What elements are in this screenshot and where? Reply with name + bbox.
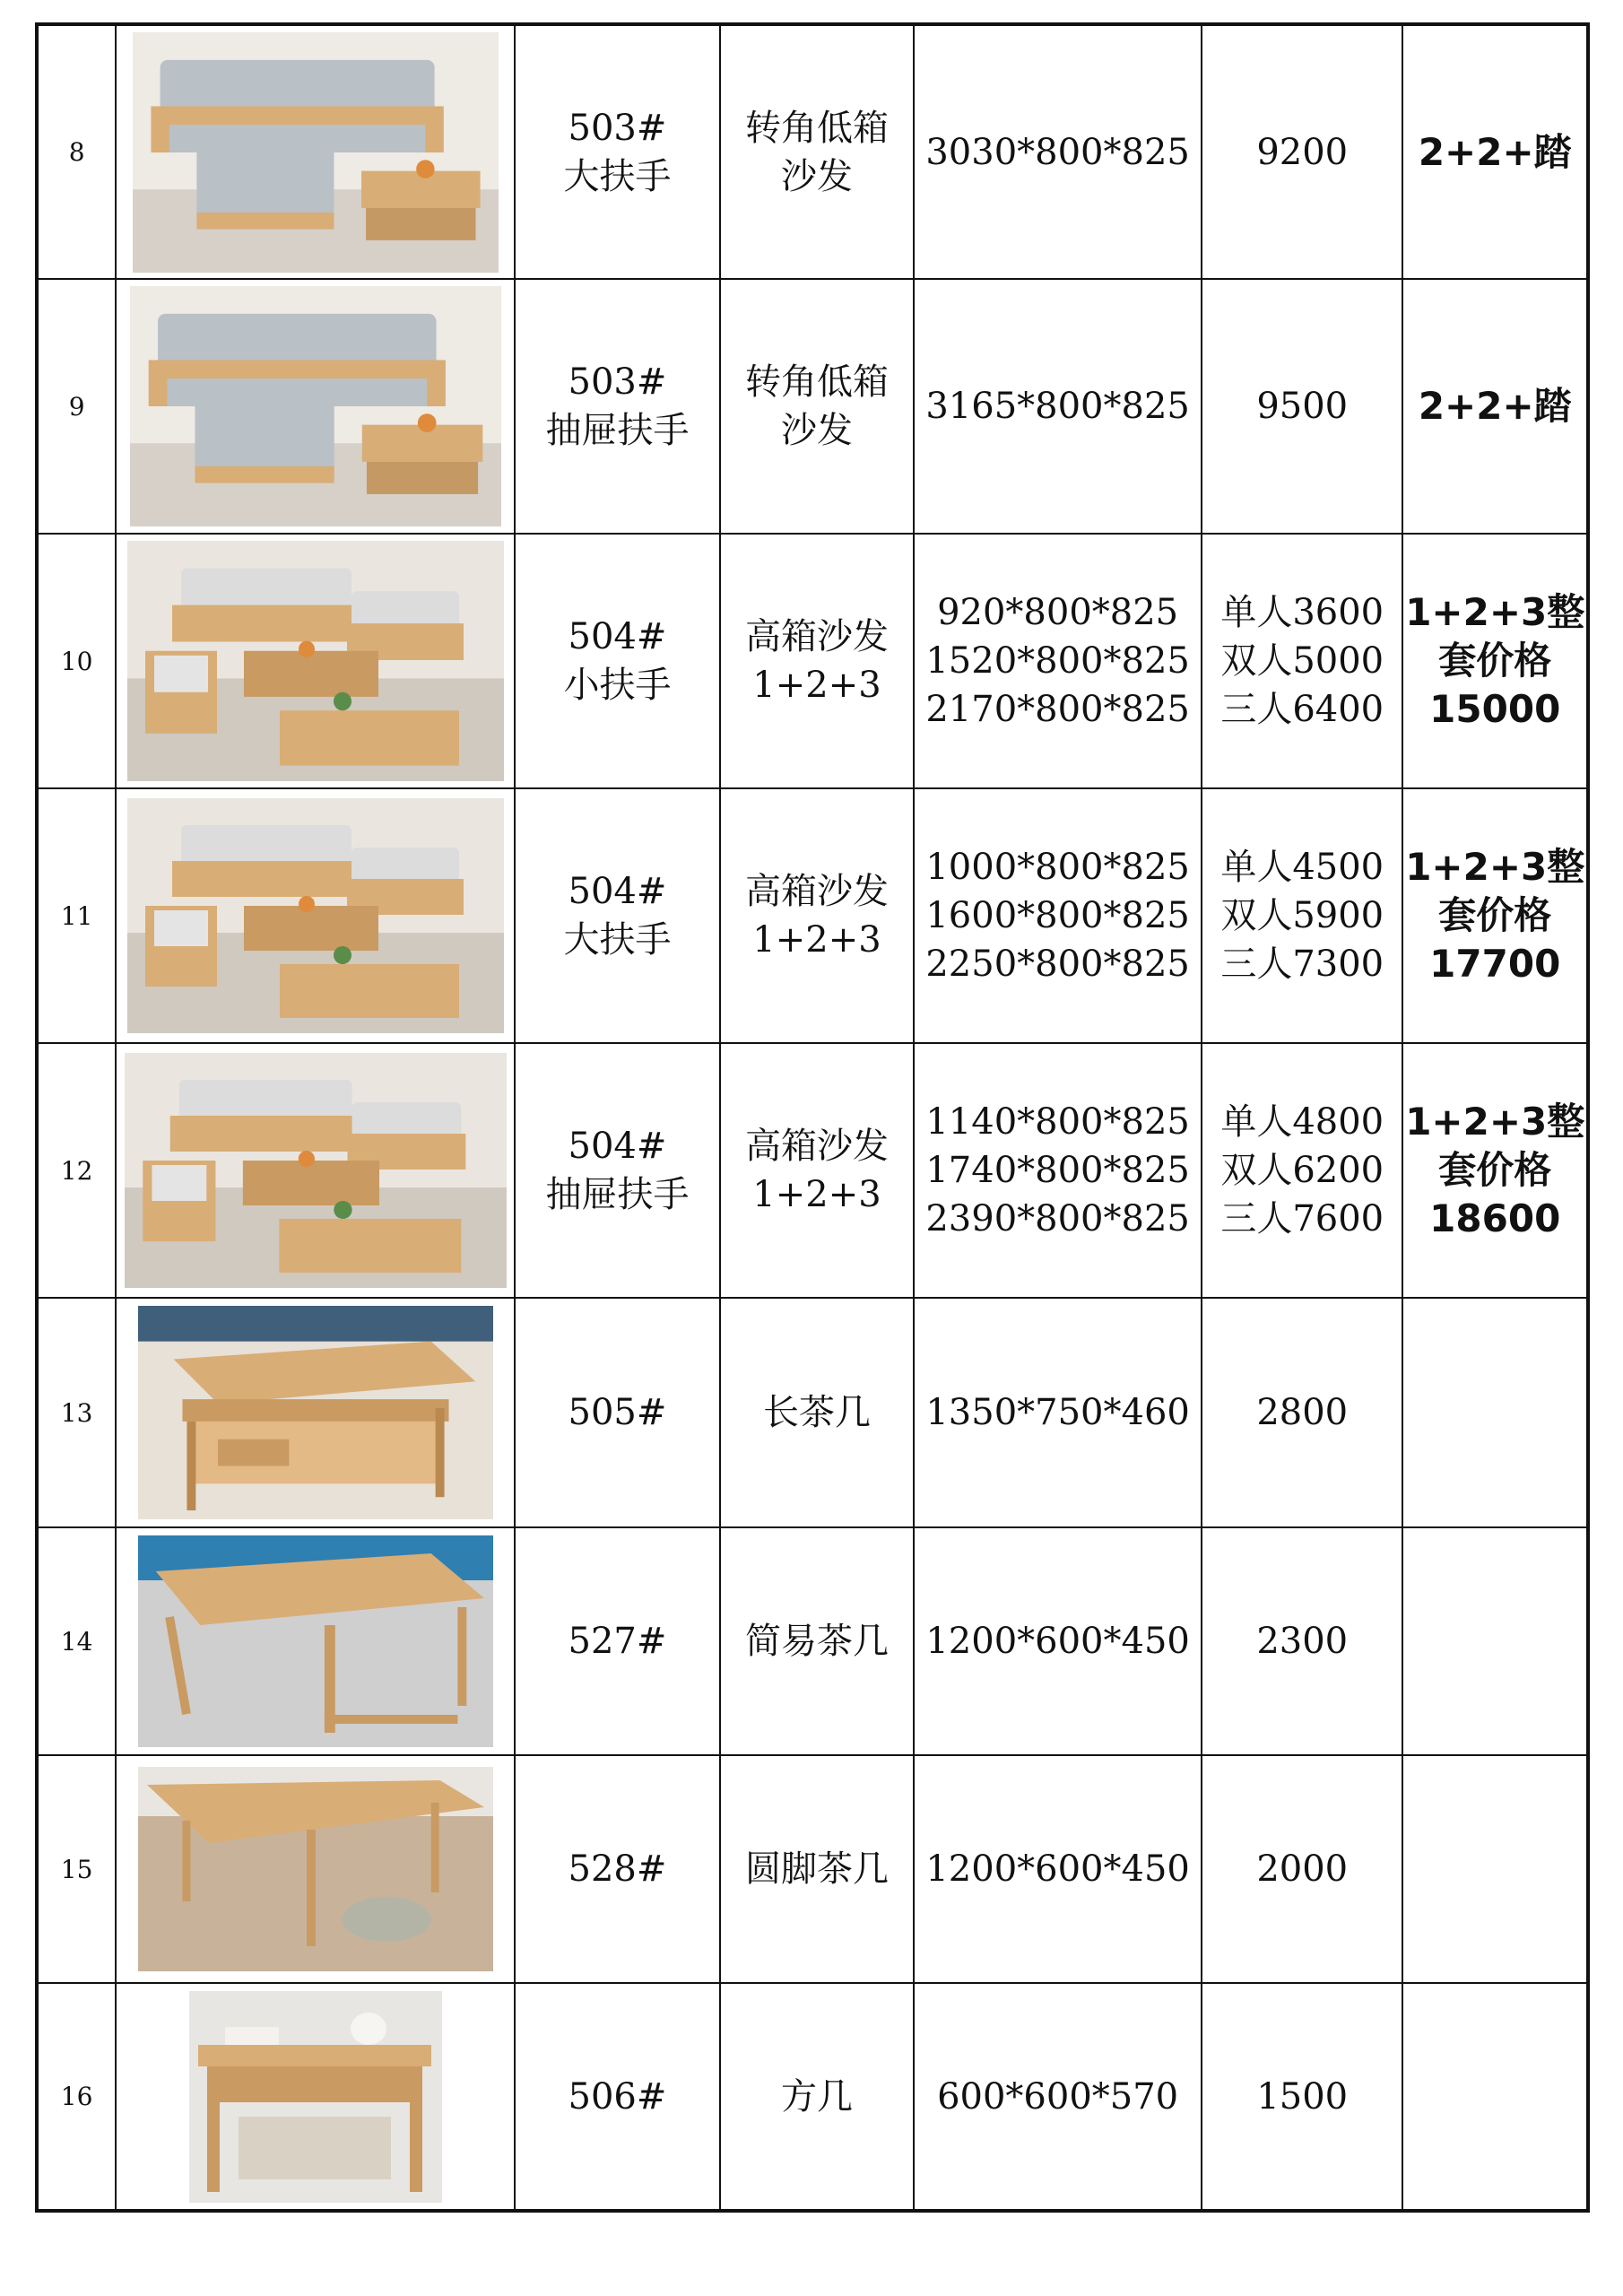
- price-cell: [1202, 1755, 1403, 1983]
- table-row: [37, 1983, 1588, 2211]
- price-text: 2000: [1256, 1848, 1349, 1890]
- coffee-table-round-leg-photo: [138, 1767, 493, 1971]
- remark-text: 18600: [1429, 1196, 1561, 1240]
- remark-text: 15000: [1429, 687, 1561, 731]
- table-row: [37, 1043, 1588, 1298]
- product-image-cell: [116, 1527, 515, 1755]
- size-text: 2250*800*825: [925, 944, 1190, 985]
- model-cell: [515, 279, 720, 534]
- price-text: 双人5000: [1220, 640, 1384, 682]
- row-number: 11: [37, 788, 116, 1043]
- price-cell: [1202, 1983, 1403, 2211]
- product-name-cell: [720, 788, 915, 1043]
- remark-cell: [1402, 24, 1588, 279]
- coffee-table-drawer-photo: [138, 1306, 493, 1519]
- row-number: 15: [37, 1755, 116, 1983]
- size-text: 1600*800*825: [925, 895, 1190, 936]
- product-name-cell: [720, 534, 915, 788]
- product-image-cell: [116, 1755, 515, 1983]
- row-number: 13: [37, 1298, 116, 1527]
- product-name-text: 圆脚茶几: [744, 1848, 889, 1890]
- table-row: [37, 1755, 1588, 1983]
- product-name-text: 方几: [780, 2075, 853, 2118]
- model-text: 小扶手: [563, 665, 672, 706]
- model-cell: [515, 1983, 720, 2211]
- model-cell: [515, 534, 720, 788]
- product-image-cell: [116, 788, 515, 1043]
- model-text: 528#: [568, 1848, 667, 1890]
- size-cell: [914, 1043, 1202, 1298]
- product-name-cell: [720, 1527, 915, 1755]
- price-text: 单人3600: [1220, 592, 1384, 633]
- product-image-cell: [116, 1298, 515, 1527]
- product-image-cell: [116, 534, 515, 788]
- row-number: 14: [37, 1527, 116, 1755]
- product-name-text: 转角低箱: [744, 107, 889, 149]
- table-row: [37, 279, 1588, 534]
- model-text: 505#: [568, 1392, 667, 1433]
- product-image-cell: [116, 24, 515, 279]
- price-cell: [1202, 534, 1403, 788]
- model-text: 大扶手: [563, 919, 672, 961]
- model-cell: [515, 1298, 720, 1527]
- product-name-text: 高箱沙发: [744, 616, 889, 657]
- price-text: 三人7600: [1220, 1198, 1384, 1239]
- model-cell: [515, 788, 720, 1043]
- price-text: 9200: [1256, 131, 1349, 173]
- size-cell: [914, 534, 1202, 788]
- price-text: 1500: [1256, 2075, 1349, 2118]
- remark-cell: [1402, 279, 1588, 534]
- size-cell: [914, 279, 1202, 534]
- model-cell: [515, 1043, 720, 1298]
- model-text: 抽屉扶手: [545, 410, 690, 451]
- size-text: 1200*600*450: [925, 1848, 1190, 1890]
- price-text: 9500: [1256, 386, 1349, 427]
- table-row: [37, 24, 1588, 279]
- price-text: 双人6200: [1220, 1150, 1384, 1191]
- product-name-text: 1+2+3: [752, 919, 881, 961]
- model-text: 504#: [568, 871, 667, 912]
- size-cell: [914, 1527, 1202, 1755]
- price-text: 单人4800: [1220, 1101, 1384, 1143]
- size-text: 600*600*570: [937, 2075, 1179, 2118]
- table-row: [37, 1527, 1588, 1755]
- remark-text: 套价格: [1438, 639, 1552, 683]
- remark-cell: [1402, 534, 1588, 788]
- price-text: 单人4500: [1220, 847, 1384, 888]
- remark-text: 套价格: [1438, 1148, 1552, 1192]
- model-text: 506#: [568, 2075, 667, 2118]
- row-number: 8: [37, 24, 116, 279]
- model-text: 504#: [568, 1126, 667, 1167]
- product-name-text: 转角低箱: [744, 361, 889, 403]
- price-cell: [1202, 24, 1403, 279]
- size-text: 3030*800*825: [925, 131, 1190, 173]
- product-image-cell: [116, 1043, 515, 1298]
- product-name-text: 1+2+3: [752, 1174, 881, 1215]
- product-name-cell: [720, 1755, 915, 1983]
- model-cell: [515, 24, 720, 279]
- product-name-text: 长茶几: [762, 1392, 871, 1433]
- remark-cell: [1402, 1983, 1588, 2211]
- size-text: 1520*800*825: [925, 640, 1190, 682]
- sofa-set-photo: [127, 798, 504, 1033]
- remark-cell: [1402, 1043, 1588, 1298]
- sofa-set-photo: [125, 1053, 507, 1288]
- size-cell: [914, 1983, 1202, 2211]
- price-cell: [1202, 1527, 1403, 1755]
- size-text: 3165*800*825: [925, 386, 1190, 427]
- remark-text: 17700: [1429, 942, 1561, 986]
- product-name-cell: [720, 1043, 915, 1298]
- remark-cell: [1402, 1527, 1588, 1755]
- size-text: 2390*800*825: [925, 1198, 1190, 1239]
- product-name-text: 沙发: [780, 410, 853, 451]
- remark-text: 2+2+踏: [1418, 129, 1572, 174]
- product-name-text: 高箱沙发: [744, 871, 889, 912]
- price-table: [35, 22, 1590, 2213]
- model-text: 527#: [568, 1621, 667, 1662]
- size-text: 1200*600*450: [925, 1621, 1190, 1662]
- size-text: 1000*800*825: [925, 847, 1190, 888]
- price-text: 双人5900: [1220, 895, 1384, 936]
- model-text: 504#: [568, 616, 667, 657]
- table-row: [37, 534, 1588, 788]
- size-cell: [914, 1755, 1202, 1983]
- row-number: 12: [37, 1043, 116, 1298]
- table-row: [37, 1298, 1588, 1527]
- model-text: 503#: [568, 361, 667, 403]
- size-text: 2170*800*825: [925, 689, 1190, 730]
- price-text: 2800: [1256, 1392, 1349, 1433]
- product-name-cell: [720, 279, 915, 534]
- size-text: 1350*750*460: [925, 1392, 1190, 1433]
- size-cell: [914, 788, 1202, 1043]
- size-text: 1740*800*825: [925, 1150, 1190, 1191]
- remark-text: 2+2+踏: [1418, 384, 1572, 428]
- price-cell: [1202, 1298, 1403, 1527]
- product-name-cell: [720, 1983, 915, 2211]
- remark-text: 1+2+3整: [1405, 845, 1585, 889]
- side-table-photo: [189, 1991, 442, 2203]
- price-text: 2300: [1256, 1621, 1349, 1662]
- remark-text: 1+2+3整: [1405, 590, 1585, 634]
- size-text: 920*800*825: [937, 592, 1179, 633]
- size-cell: [914, 24, 1202, 279]
- product-image-cell: [116, 279, 515, 534]
- price-cell: [1202, 788, 1403, 1043]
- remark-cell: [1402, 788, 1588, 1043]
- size-cell: [914, 1298, 1202, 1527]
- sofa-set-photo: [127, 541, 504, 781]
- price-cell: [1202, 1043, 1403, 1298]
- product-name-cell: [720, 1298, 915, 1527]
- price-text: 三人6400: [1220, 689, 1384, 730]
- model-cell: [515, 1527, 720, 1755]
- model-text: 抽屉扶手: [545, 1174, 690, 1215]
- product-name-cell: [720, 24, 915, 279]
- model-text: 503#: [568, 107, 667, 149]
- sofa-corner-photo: [133, 32, 499, 273]
- row-number: 16: [37, 1983, 116, 2211]
- sofa-corner-photo: [130, 286, 501, 526]
- model-cell: [515, 1755, 720, 1983]
- table-row: [37, 788, 1588, 1043]
- row-number: 10: [37, 534, 116, 788]
- remark-text: 套价格: [1438, 893, 1552, 937]
- product-name-text: 沙发: [780, 155, 853, 197]
- model-text: 大扶手: [563, 155, 672, 197]
- row-number: 9: [37, 279, 116, 534]
- price-cell: [1202, 279, 1403, 534]
- size-text: 1140*800*825: [925, 1101, 1190, 1143]
- product-name-text: 高箱沙发: [744, 1126, 889, 1167]
- product-image-cell: [116, 1983, 515, 2211]
- product-name-text: 简易茶几: [744, 1621, 889, 1662]
- coffee-table-simple-photo: [138, 1535, 493, 1747]
- remark-text: 1+2+3整: [1405, 1100, 1585, 1144]
- remark-cell: [1402, 1755, 1588, 1983]
- remark-cell: [1402, 1298, 1588, 1527]
- price-text: 三人7300: [1220, 944, 1384, 985]
- product-name-text: 1+2+3: [752, 665, 881, 706]
